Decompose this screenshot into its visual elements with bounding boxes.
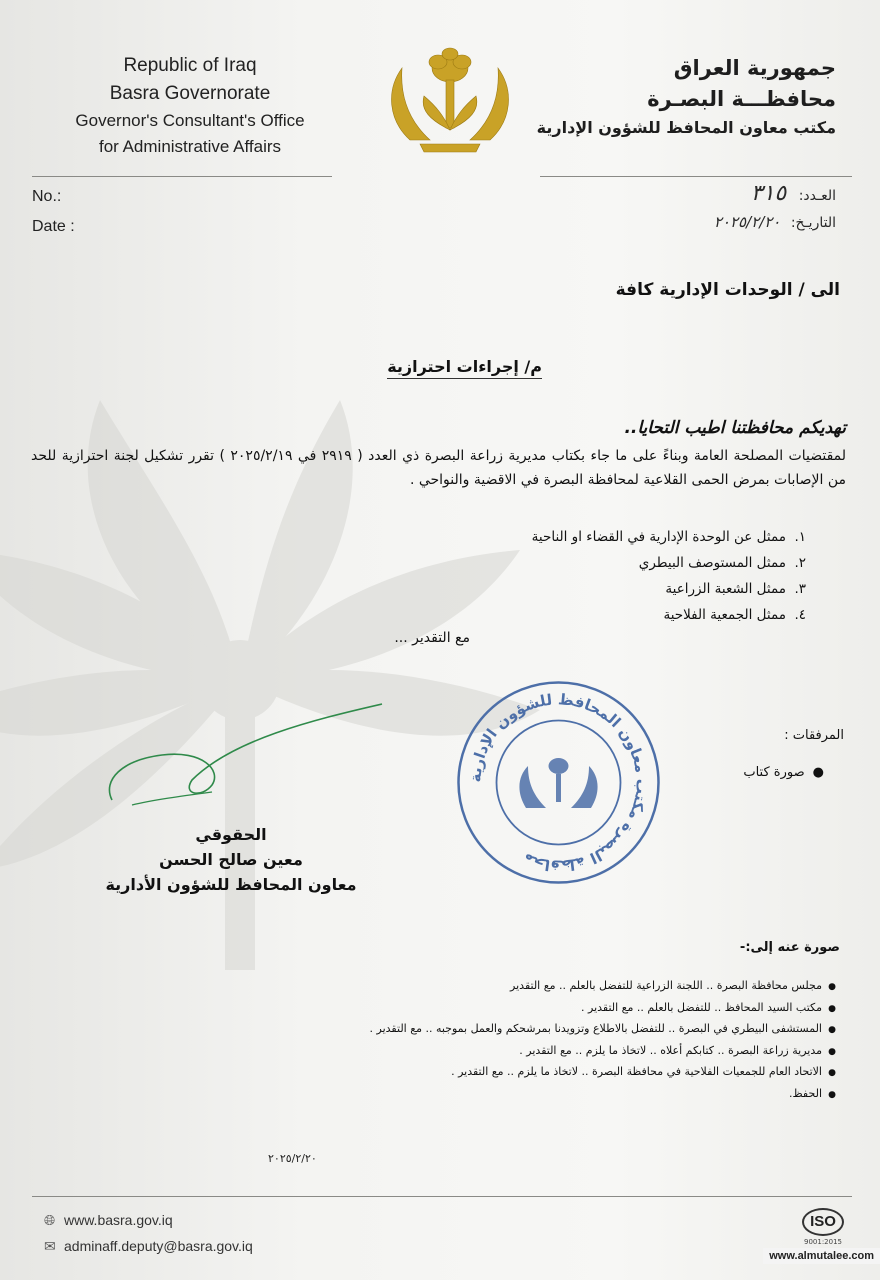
- mail-icon: ✉: [44, 1238, 56, 1254]
- list-item: ●الحفظ.: [370, 1083, 836, 1105]
- footer-email: ✉ adminaff.deputy@basra.gov.iq: [44, 1238, 253, 1254]
- issue-date: ٢٠٢٥/٢/٢٠: [268, 1152, 317, 1165]
- globe-icon: 🌐︎: [44, 1212, 56, 1228]
- cc-list: [370, 975, 836, 1104]
- committee-members-list: [532, 524, 806, 628]
- list-item: ●مكتب السيد المحافظ .. للتفضل بالعلم .. مع التقدير .: [370, 997, 836, 1019]
- footer-divider: [32, 1196, 852, 1197]
- header-office-ar: مكتب معاون المحافظ للشؤون الإدارية: [536, 118, 836, 137]
- list-item: ●الاتحاد العام للجمعيات الفلاحية في محافظة البصرة .. لاتخاذ ما يلزم .. مع التقدير .: [370, 1061, 836, 1083]
- number-label-ar: العـدد:: [798, 188, 836, 204]
- header-office: Governor's Consultant's Office: [75, 111, 305, 130]
- signatory-name: معين صالح الحسن: [159, 850, 303, 869]
- list-item: ٢.ممثل المستوصف البيطري: [638, 555, 806, 571]
- signatory-block: [96, 822, 366, 897]
- bullet-icon: ●: [828, 1025, 836, 1035]
- bullet-icon: ●: [812, 765, 824, 780]
- attachment-item: ●صورة كتاب: [743, 765, 824, 780]
- iso-cert: 9001:2015: [804, 1238, 842, 1246]
- greeting: تهديكم محافظتنا اطيب التحايا..: [624, 418, 846, 438]
- iso-badge: [800, 1208, 846, 1246]
- reference-number-row: [714, 180, 836, 208]
- attachments-label: المرفقات :: [784, 728, 844, 743]
- date-label: Date :: [32, 218, 75, 235]
- header-governorate-ar: محافظـــة البصـرة: [647, 87, 836, 111]
- list-item: ●مجلس محافظة البصرة .. اللجنة الزراعية للتفضل بالعلم .. مع التقدير: [370, 975, 836, 997]
- header-divider-left: [32, 176, 332, 177]
- bullet-icon: ●: [828, 1046, 836, 1057]
- bullet-icon: ●: [828, 1068, 836, 1078]
- header-country: Republic of Iraq: [123, 55, 257, 76]
- list-item: ٣.ممثل الشعبة الزراعية: [665, 581, 806, 597]
- subject-line: م/ إجراءات احترازية: [387, 357, 542, 379]
- list-item: ●المستشفى البيطري في البصرة .. للتفضل بالاطلاع وتزويدنا بمرشحكم والعمل بموجبه .. مع التقدير .: [370, 1018, 836, 1040]
- reference-date-row: [714, 208, 836, 236]
- bullet-icon: ●: [828, 982, 836, 992]
- iso-logo-icon: ISO: [802, 1208, 844, 1236]
- list-item: ●مديرية زراعة البصرة .. كتابكم أعلاه .. لاتخاذ ما يلزم .. مع التقدير .: [370, 1040, 836, 1062]
- handwritten-signature: [92, 700, 392, 820]
- basra-emblem-icon: [380, 40, 520, 160]
- reference-block-ar: [714, 180, 836, 236]
- source-watermark: www.almutalee.com: [763, 1248, 880, 1264]
- signatory-title: الحقوقي: [195, 825, 267, 844]
- list-item: ١.ممثل عن الوحدة الإدارية في القضاء او الناحية: [531, 529, 806, 545]
- header-english: [60, 52, 320, 160]
- list-item: ٤.ممثل الجمعية الفلاحية: [663, 607, 806, 623]
- header-divider-right: [540, 176, 852, 177]
- footer-website: 🌐︎ www.basra.gov.iq: [44, 1212, 173, 1228]
- closing-regards: مع التقدير ...: [394, 630, 470, 646]
- reference-date: ٢٠٢٥/٢/٢٠: [713, 213, 781, 231]
- number-label: No.:: [32, 188, 62, 205]
- official-stamp: [456, 680, 661, 885]
- body-paragraph: لمقتضيات المصلحة العامة وبناءً على ما جاء بكتاب مديرية زراعة البصرة ذي العدد ( ٢٩١٩ في ٢٠٢٥/٢/١٩ ) تقرر تشكيل لجنة احترازية للحد من الإصابات بمرض الحمى القلاعية لمحافظة البصرة في الاقضية والنواحي .: [31, 448, 847, 488]
- stamp-ring-text: محافظة البصرة مكتب معاون المحافظ للشؤون الإدارية: [466, 690, 651, 875]
- header-office-sub: for Administrative Affairs: [98, 137, 282, 156]
- signatory-position: معاون المحافظ للشؤون الأدارية: [105, 875, 357, 894]
- date-label-ar: التاريـخ:: [790, 215, 836, 231]
- addressee: الى / الوحدات الإدارية كافة: [615, 280, 840, 300]
- bullet-icon: ●: [828, 1003, 836, 1014]
- header-governorate: Basra Governorate: [109, 83, 271, 104]
- bullet-icon: ●: [828, 1089, 836, 1100]
- cc-title: صورة عنه إلى:-: [739, 940, 840, 955]
- header-country-ar: جمهورية العراق: [673, 56, 836, 80]
- header-arabic: [516, 52, 836, 142]
- reference-number: ٣١٥: [750, 181, 787, 206]
